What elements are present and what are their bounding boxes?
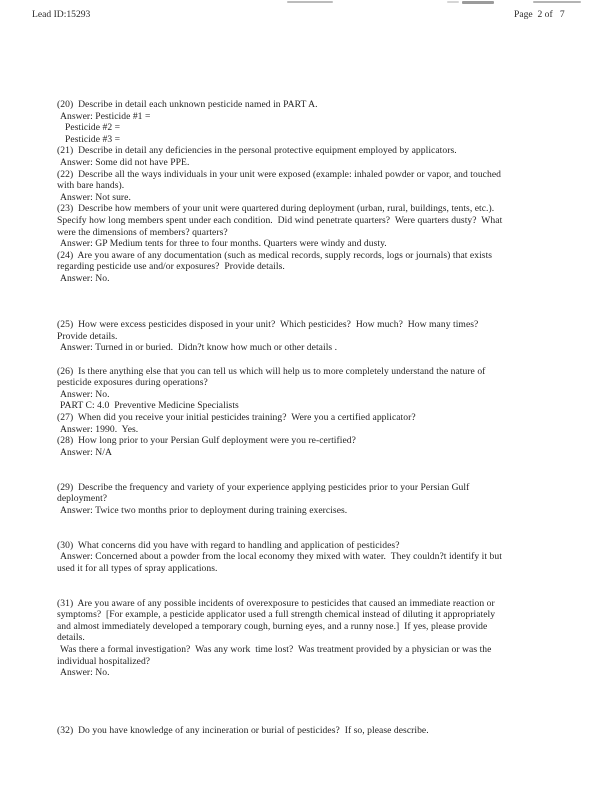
doc-line: Answer: Turned in or buried. Didn?t know how much or other details . bbox=[60, 342, 338, 354]
doc-line: (32) Do you have knowledge of any incineration or burial of pesticides? If so, please describe. bbox=[57, 725, 429, 737]
doc-line: Answer: Some did not have PPE. bbox=[60, 156, 190, 168]
question-block bbox=[57, 598, 577, 679]
doc-line: Answer: Not sure. bbox=[60, 191, 131, 203]
doc-line: (21) Describe in detail any deficiencies in the personal protective equipment employed by applicators. bbox=[57, 145, 457, 157]
scan-artifact bbox=[447, 1, 459, 3]
question-block bbox=[57, 99, 577, 285]
doc-line: Answer: No. bbox=[60, 272, 110, 284]
doc-line: (23) Describe how members of your unit were quartered during deployment (urban, rural, buildings, tents, etc.). bbox=[57, 203, 495, 215]
doc-line: were the dimensions of members? quarters? bbox=[57, 226, 228, 238]
scan-artifact bbox=[462, 1, 494, 4]
doc-line: (25) How were excess pesticides disposed in your unit? Which pesticides? How much? How many times? bbox=[57, 319, 479, 331]
doc-line: Was there a formal investigation? Was any work time lost? Was treatment provided by a physician or was the bbox=[60, 643, 492, 655]
question-block bbox=[57, 725, 577, 737]
doc-line: (28) How long prior to your Persian Gulf deployment were you re-certified? bbox=[57, 435, 356, 447]
doc-line: Answer: GP Medium tents for three to four months. Quarters were windy and dusty. bbox=[60, 238, 387, 250]
question-block bbox=[57, 482, 577, 517]
doc-line: pesticide exposures during operations? bbox=[57, 377, 208, 389]
doc-line: Answer: 1990. Yes. bbox=[60, 423, 139, 435]
doc-line: (22) Describe all the ways individuals in your unit were exposed (example: inhaled powder or vapor, and touched bbox=[57, 168, 501, 180]
document-body bbox=[57, 99, 577, 737]
doc-line: Answer: Concerned about a powder from the local economy they mixed with water. They couldn?t identify it but bbox=[60, 551, 502, 563]
doc-line: deployment? bbox=[57, 493, 108, 505]
question-block bbox=[57, 540, 577, 575]
doc-line: details. bbox=[57, 632, 85, 644]
scan-artifact bbox=[533, 1, 581, 3]
doc-line: Pesticide #2 = bbox=[65, 122, 121, 134]
doc-line: Provide details. bbox=[57, 330, 118, 342]
doc-line: Answer: No. bbox=[60, 388, 110, 400]
doc-line: PART C: 4.0 Preventive Medicine Specialists bbox=[60, 400, 239, 412]
page-number-label: Page 2 of 7 bbox=[514, 9, 565, 20]
doc-line: with bare hands). bbox=[57, 180, 125, 192]
doc-line: Answer: N/A bbox=[60, 446, 112, 458]
doc-line: individual hospitalized? bbox=[57, 655, 151, 667]
doc-line: Specify how long members spent under each condition. Did wind penetrate quarters? Were quarters dusty? What bbox=[57, 214, 503, 226]
doc-line: regarding pesticide use and/or exposures? Provide details. bbox=[57, 261, 285, 273]
doc-line: Answer: No. bbox=[60, 667, 110, 679]
question-block bbox=[57, 319, 577, 354]
doc-line: (20) Describe in detail each unknown pesticide named in PART A. bbox=[57, 99, 318, 110]
doc-line: Answer: Twice two months prior to deployment during training exercises. bbox=[60, 504, 348, 516]
doc-line: (24) Are you aware of any documentation (such as medical records, supply records, logs or journals) that exists bbox=[57, 249, 493, 261]
doc-line: (30) What concerns did you have with regard to handling and application of pesticides? bbox=[57, 539, 400, 551]
doc-line: (31) Are you aware of any possible incidents of overexposure to pesticides that caused an immediate reaction or bbox=[57, 597, 495, 609]
lead-id-label: Lead ID:15293 bbox=[32, 9, 91, 20]
doc-line: and almost immediately developed a temporary cough, burning eyes, and a runny nose.] If yes, please provide bbox=[57, 620, 488, 632]
scan-artifact bbox=[287, 1, 333, 3]
doc-line: symptoms? [For example, a pesticide applicator used a full strength chemical instead of diluting it appropriately bbox=[57, 609, 496, 621]
doc-line: Answer: Pesticide #1 = bbox=[60, 110, 151, 122]
doc-line: (29) Describe the frequency and variety of your experience applying pesticides prior to your Persian Gulf bbox=[57, 481, 470, 493]
doc-line: (26) Is there anything else that you can tell us which will help us to more completely understand the nature of bbox=[57, 365, 486, 377]
doc-line: Pesticide #3 = bbox=[65, 133, 121, 145]
question-block bbox=[57, 366, 577, 459]
doc-line: used it for all types of spray applications. bbox=[57, 562, 218, 574]
doc-line: (27) When did you receive your initial pesticides training? Were you a certified applicator? bbox=[57, 412, 416, 424]
